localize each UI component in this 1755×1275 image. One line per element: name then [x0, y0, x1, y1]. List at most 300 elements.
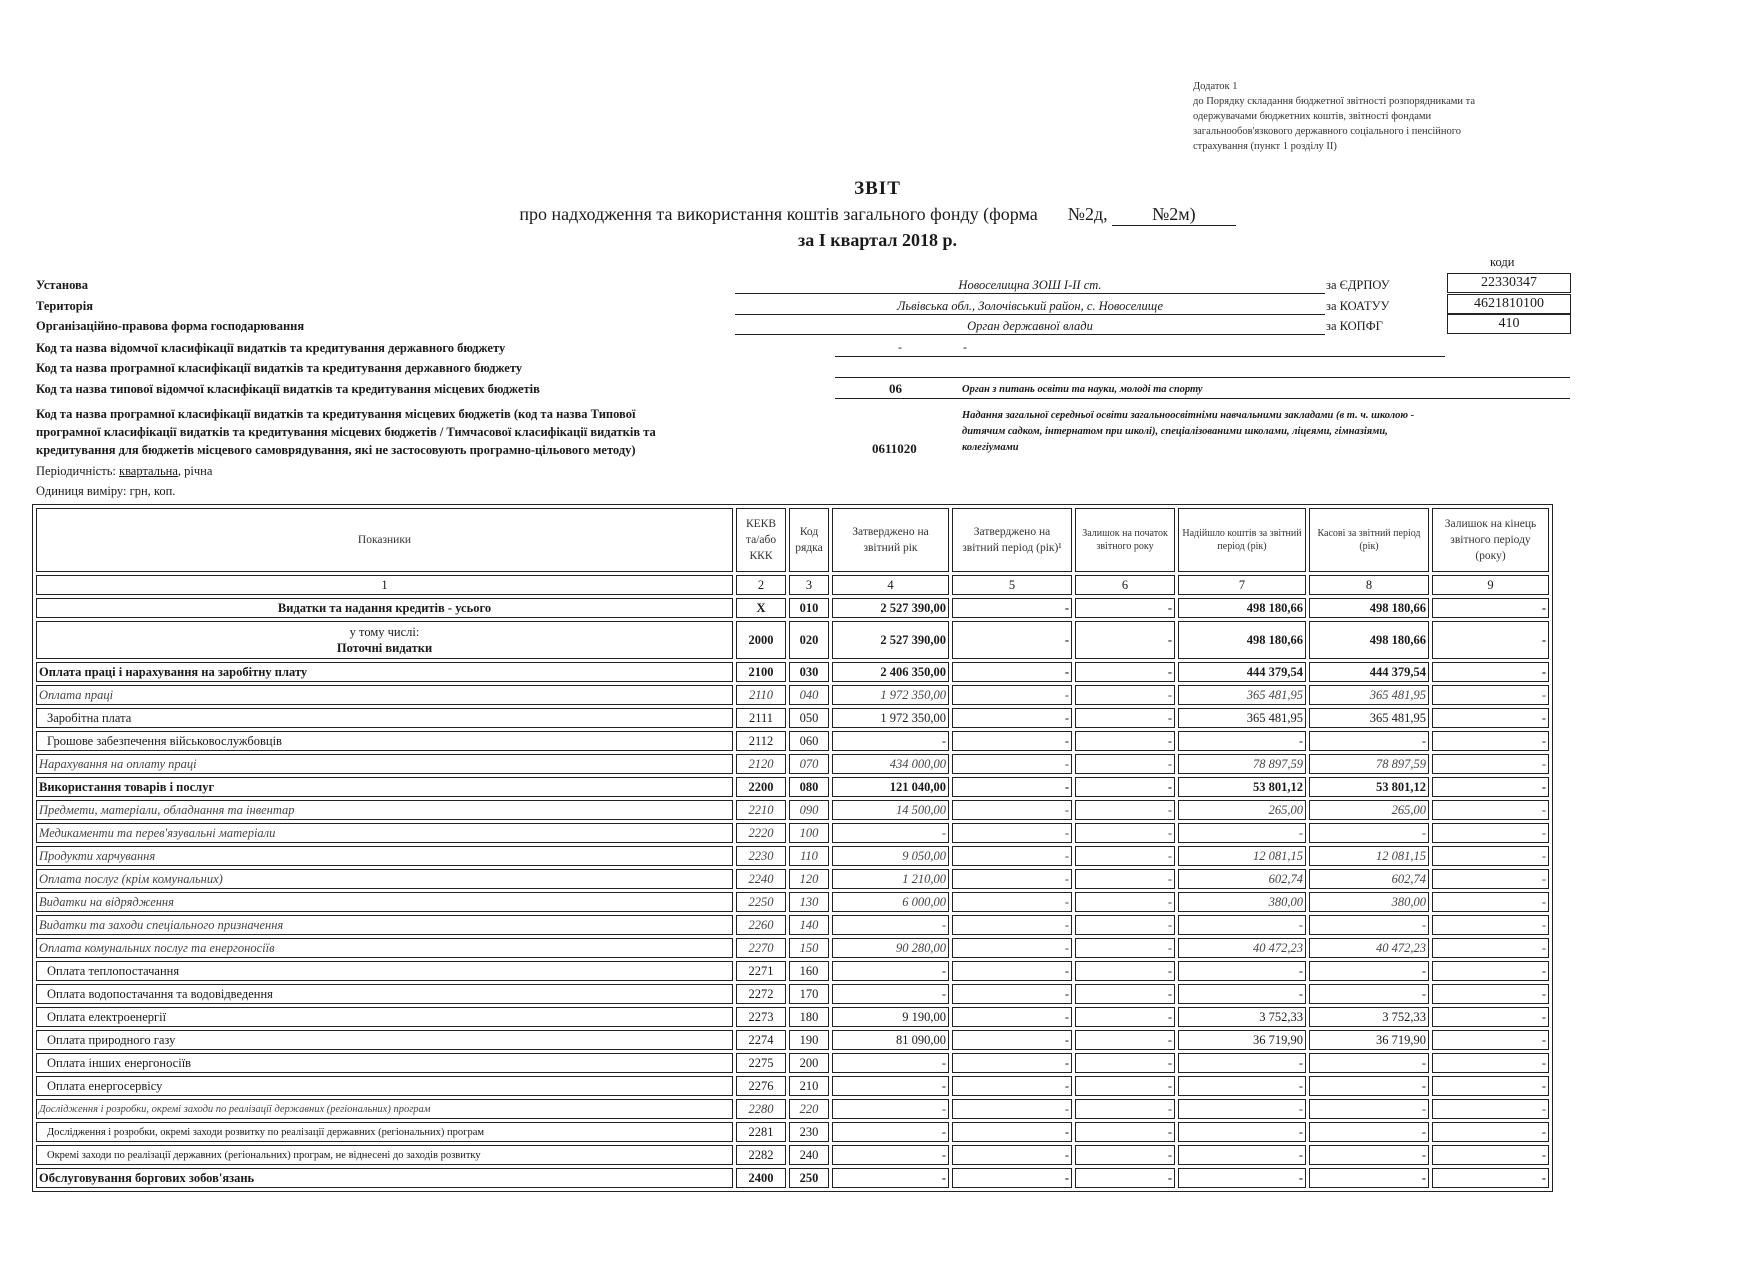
approved-period-cell: - [952, 598, 1072, 618]
line-code-cell: 060 [789, 731, 829, 751]
form-2m-label: №2м) [1112, 204, 1236, 226]
dept-class-dash: - [898, 340, 902, 354]
institution-value: Новоселищна ЗОШ І-ІІ ст. [735, 278, 1325, 294]
table-row [36, 1168, 1549, 1188]
report-title: ЗВІТ [854, 178, 901, 199]
column-number: 6 [1075, 575, 1175, 595]
row-indicator-name: Предмети, матеріали, обладнання та інвентар [36, 800, 733, 820]
kekv-cell: 2110 [736, 685, 786, 705]
opening-balance-cell: - [1075, 1076, 1175, 1096]
edrpou-label: за ЄДРПОУ [1326, 278, 1390, 292]
approved-year-cell: 434 000,00 [832, 754, 949, 774]
approved-period-cell: - [952, 777, 1072, 797]
periodicity-quarterly: квартальна [119, 464, 178, 478]
received-cell: 365 481,95 [1178, 708, 1306, 728]
opening-balance-cell: - [1075, 846, 1175, 866]
approved-year-cell: 90 280,00 [832, 938, 949, 958]
kekv-cell: 2111 [736, 708, 786, 728]
kekv-cell: 2282 [736, 1145, 786, 1165]
column-header: КЕКВ та/або ККК [736, 508, 786, 572]
cash-expenses-cell: 36 719,90 [1309, 1030, 1429, 1050]
kekv-cell: 2000 [736, 621, 786, 659]
row-indicator-name: Дослідження і розробки, окремі заходи по реалізації державних (регіональних) програм [36, 1099, 733, 1119]
closing-balance-cell: - [1432, 938, 1549, 958]
line-code-cell: 120 [789, 869, 829, 889]
approved-period-cell: - [952, 1145, 1072, 1165]
approved-period-cell: - [952, 1076, 1072, 1096]
local-prog-label [36, 405, 656, 459]
opening-balance-cell: - [1075, 938, 1175, 958]
table-row [36, 800, 1549, 820]
approved-year-cell: 9 050,00 [832, 846, 949, 866]
cash-expenses-cell: - [1309, 1122, 1429, 1142]
table-row [36, 892, 1549, 912]
appendix-line: загальнообов'язкового державного соціального і пенсійного [1193, 126, 1462, 137]
line-code-cell: 040 [789, 685, 829, 705]
column-header: Залишок на кінець звітного періоду (року) [1432, 508, 1549, 572]
appendix-line: страхування (пункт 1 розділу II) [1193, 141, 1337, 152]
edrpou-code: 22330347 [1447, 273, 1571, 293]
appendix-line: одержувачами бюджетних коштів, звітності фондами [1193, 111, 1432, 122]
opening-balance-cell: - [1075, 1099, 1175, 1119]
row-indicator-name: Оплата енергосервісу [36, 1076, 733, 1096]
cash-expenses-cell: - [1309, 1168, 1429, 1188]
table-row [36, 1007, 1549, 1027]
closing-balance-cell: - [1432, 731, 1549, 751]
typical-dept-label: Код та назва типової відомчої класифікації видатків та кредитування місцевих бюджетів [36, 382, 540, 396]
received-cell: - [1178, 1122, 1306, 1142]
closing-balance-cell: - [1432, 823, 1549, 843]
kopfg-label: за КОПФГ [1326, 319, 1383, 333]
dept-class-label: Код та назва відомчої класифікації видатків та кредитування державного бюджету [36, 341, 506, 355]
kekv-cell: 2275 [736, 1053, 786, 1073]
closing-balance-cell: - [1432, 777, 1549, 797]
report-table [32, 504, 1553, 1192]
received-cell: - [1178, 823, 1306, 843]
row-indicator-name [36, 621, 733, 659]
row-indicator-name: Видатки та надання кредитів - усього [36, 598, 733, 618]
line-code-cell: 210 [789, 1076, 829, 1096]
cash-expenses-cell: 498 180,66 [1309, 598, 1429, 618]
dept-class-dash: - [963, 340, 967, 354]
subtitle-text: про надходження та використання коштів загального фонду (форма [519, 204, 1038, 224]
kopfg-code: 410 [1447, 314, 1571, 334]
table-row [36, 846, 1549, 866]
cash-expenses-cell: - [1309, 1145, 1429, 1165]
cash-expenses-cell: 12 081,15 [1309, 846, 1429, 866]
table-row [36, 685, 1549, 705]
table-row [36, 1076, 1549, 1096]
kekv-cell: 2200 [736, 777, 786, 797]
row-indicator-name: Оплата комунальних послуг та енергоносіїв [36, 938, 733, 958]
approved-year-cell: 2 406 350,00 [832, 662, 949, 682]
closing-balance-cell: - [1432, 846, 1549, 866]
cash-expenses-cell: - [1309, 1053, 1429, 1073]
row-indicator-name: Оплата інших енергоносіїв [36, 1053, 733, 1073]
report-subtitle [0, 204, 1755, 226]
column-header: Касові за звітний період (рік) [1309, 508, 1429, 572]
cash-expenses-cell: - [1309, 1099, 1429, 1119]
opening-balance-cell: - [1075, 961, 1175, 981]
line-code-cell: 070 [789, 754, 829, 774]
closing-balance-cell: - [1432, 1030, 1549, 1050]
line-code-cell: 100 [789, 823, 829, 843]
received-cell: - [1178, 1145, 1306, 1165]
periodicity-annual: , річна [177, 464, 213, 478]
column-number: 9 [1432, 575, 1549, 595]
cash-expenses-cell: 53 801,12 [1309, 777, 1429, 797]
line-code-cell: 110 [789, 846, 829, 866]
closing-balance-cell: - [1432, 984, 1549, 1004]
approved-year-cell: 121 040,00 [832, 777, 949, 797]
territory-label: Територія [36, 299, 93, 313]
approved-year-cell: 81 090,00 [832, 1030, 949, 1050]
approved-year-cell: 2 527 390,00 [832, 598, 949, 618]
local-prog-label-line: кредитування для бюджетів місцевого самоврядування, які не застосовують програмно-цільового методу) [36, 443, 636, 457]
row-indicator-name: Використання товарів і послуг [36, 777, 733, 797]
line-code-cell: 140 [789, 915, 829, 935]
received-cell: 40 472,23 [1178, 938, 1306, 958]
line-code-cell: 180 [789, 1007, 829, 1027]
kekv-cell: 2230 [736, 846, 786, 866]
approved-period-cell: - [952, 685, 1072, 705]
closing-balance-cell: - [1432, 869, 1549, 889]
table-row [36, 662, 1549, 682]
received-cell: - [1178, 1168, 1306, 1188]
approved-year-cell: - [832, 731, 949, 751]
line-code-cell: 080 [789, 777, 829, 797]
approved-year-cell: 1 972 350,00 [832, 708, 949, 728]
received-cell: - [1178, 1053, 1306, 1073]
koatuu-label: за КОАТУУ [1326, 299, 1390, 313]
table-row [36, 598, 1549, 618]
approved-year-cell: - [832, 961, 949, 981]
row-indicator-name: Нарахування на оплату праці [36, 754, 733, 774]
column-number: 7 [1178, 575, 1306, 595]
cash-expenses-cell: 444 379,54 [1309, 662, 1429, 682]
row-subheading: у тому числі: [349, 625, 420, 639]
received-cell: - [1178, 961, 1306, 981]
kekv-cell: 2280 [736, 1099, 786, 1119]
approved-period-cell: - [952, 1053, 1072, 1073]
opening-balance-cell: - [1075, 1053, 1175, 1073]
local-prog-label-line: програмної класифікації видатків та кредитування місцевих бюджетів / Тимчасової класифікації видатків та [36, 425, 656, 439]
approved-period-cell: - [952, 662, 1072, 682]
row-indicator-name: Оплата електроенергії [36, 1007, 733, 1027]
table-row [36, 731, 1549, 751]
table-row [36, 1145, 1549, 1165]
kekv-cell: 2281 [736, 1122, 786, 1142]
approved-period-cell: - [952, 1030, 1072, 1050]
line-code-cell: 230 [789, 1122, 829, 1142]
kekv-cell: 2210 [736, 800, 786, 820]
typical-dept-line [835, 383, 1570, 399]
cash-expenses-cell: 365 481,95 [1309, 708, 1429, 728]
cash-expenses-cell: 602,74 [1309, 869, 1429, 889]
line-code-cell: 240 [789, 1145, 829, 1165]
line-code-cell: 010 [789, 598, 829, 618]
periodicity-label: Періодичність: [36, 464, 116, 478]
column-header: Затверджено на звітний період (рік)¹ [952, 508, 1072, 572]
table-row [36, 984, 1549, 1004]
closing-balance-cell: - [1432, 685, 1549, 705]
approved-year-cell: 6 000,00 [832, 892, 949, 912]
row-indicator-name: Оплата праці [36, 685, 733, 705]
row-indicator-name: Оплата послуг (крім комунальних) [36, 869, 733, 889]
kekv-cell: 2272 [736, 984, 786, 1004]
kekv-cell: X [736, 598, 786, 618]
approved-year-cell: - [832, 915, 949, 935]
opening-balance-cell: - [1075, 708, 1175, 728]
line-code-cell: 090 [789, 800, 829, 820]
approved-period-cell: - [952, 731, 1072, 751]
local-prog-desc-line: дитячим садком, інтернатом при школі), спеціалізованими школами, ліцеями, гімназіями, [962, 426, 1388, 437]
opening-balance-cell: - [1075, 823, 1175, 843]
table-row [36, 1099, 1549, 1119]
closing-balance-cell: - [1432, 1053, 1549, 1073]
table-header-row [36, 508, 1549, 572]
kekv-cell: 2112 [736, 731, 786, 751]
org-form-label: Організаційно-правова форма господарювання [36, 319, 305, 333]
kekv-cell: 2271 [736, 961, 786, 981]
kekv-cell: 2120 [736, 754, 786, 774]
appendix-line: Додаток 1 [1193, 81, 1238, 92]
received-cell: 380,00 [1178, 892, 1306, 912]
appendix-line: до Порядку складання бюджетної звітності розпорядниками та [1193, 96, 1476, 107]
approved-period-cell: - [952, 754, 1072, 774]
line-code-cell: 130 [789, 892, 829, 912]
kekv-cell: 2400 [736, 1168, 786, 1188]
opening-balance-cell: - [1075, 621, 1175, 659]
row-indicator-name: Окремі заходи по реалізації державних (регіональних) програм, не віднесені до заходів розвитку [36, 1145, 733, 1165]
approved-period-cell: - [952, 961, 1072, 981]
approved-year-cell: 1 210,00 [832, 869, 949, 889]
cash-expenses-cell: 380,00 [1309, 892, 1429, 912]
received-cell: - [1178, 731, 1306, 751]
cash-expenses-cell: 365 481,95 [1309, 685, 1429, 705]
opening-balance-cell: - [1075, 754, 1175, 774]
column-header: Надійшло коштів за звітний період (рік) [1178, 508, 1306, 572]
row-indicator-name: Оплата водопостачання та водовідведення [36, 984, 733, 1004]
kekv-cell: 2220 [736, 823, 786, 843]
column-header: Затверджено на звітний рік [832, 508, 949, 572]
line-code-cell: 160 [789, 961, 829, 981]
approved-period-cell: - [952, 1007, 1072, 1027]
column-number: 2 [736, 575, 786, 595]
line-code-cell: 020 [789, 621, 829, 659]
received-cell: 78 897,59 [1178, 754, 1306, 774]
cash-expenses-cell: 78 897,59 [1309, 754, 1429, 774]
closing-balance-cell: - [1432, 754, 1549, 774]
column-number: 3 [789, 575, 829, 595]
opening-balance-cell: - [1075, 1168, 1175, 1188]
cash-expenses-cell: - [1309, 984, 1429, 1004]
line-code-cell: 220 [789, 1099, 829, 1119]
opening-balance-cell: - [1075, 915, 1175, 935]
table-row [36, 823, 1549, 843]
cash-expenses-cell: 265,00 [1309, 800, 1429, 820]
received-cell: - [1178, 1076, 1306, 1096]
territory-value: Львівська обл., Золочівський район, с. Новоселище [735, 299, 1325, 315]
received-cell: - [1178, 915, 1306, 935]
approved-year-cell: 9 190,00 [832, 1007, 949, 1027]
approved-period-cell: - [952, 984, 1072, 1004]
opening-balance-cell: - [1075, 984, 1175, 1004]
approved-period-cell: - [952, 915, 1072, 935]
approved-year-cell: - [832, 823, 949, 843]
kekv-cell: 2274 [736, 1030, 786, 1050]
local-prog-desc [962, 408, 1414, 456]
closing-balance-cell: - [1432, 1076, 1549, 1096]
closing-balance-cell: - [1432, 892, 1549, 912]
table-row [36, 754, 1549, 774]
unit-of-measure: Одиниця виміру: грн, коп. [36, 484, 176, 498]
received-cell: 36 719,90 [1178, 1030, 1306, 1050]
org-form-value: Орган державної влади [735, 319, 1325, 335]
approved-period-cell: - [952, 800, 1072, 820]
approved-period-cell: - [952, 1168, 1072, 1188]
cash-expenses-cell: - [1309, 961, 1429, 981]
dept-class-line [835, 340, 1445, 357]
local-prog-desc-line: колегіумами [962, 442, 1019, 453]
opening-balance-cell: - [1075, 800, 1175, 820]
opening-balance-cell: - [1075, 892, 1175, 912]
local-prog-desc-line: Надання загальної середньої освіти загальноосвітніми навчальними закладами (в т. ч. школою - [962, 410, 1415, 421]
form-2d-label: №2д, [1067, 204, 1108, 224]
kekv-cell: 2250 [736, 892, 786, 912]
cash-expenses-cell: - [1309, 1076, 1429, 1096]
cash-expenses-cell: 3 752,33 [1309, 1007, 1429, 1027]
approved-year-cell: - [832, 1099, 949, 1119]
received-cell: 365 481,95 [1178, 685, 1306, 705]
approved-year-cell: - [832, 1076, 949, 1096]
closing-balance-cell: - [1432, 1099, 1549, 1119]
table-row [36, 621, 1549, 659]
received-cell: 265,00 [1178, 800, 1306, 820]
opening-balance-cell: - [1075, 685, 1175, 705]
row-indicator-name: Дослідження і розробки, окремі заходи розвитку по реалізації державних (регіональних) програм [36, 1122, 733, 1142]
prog-class-line [835, 362, 1570, 378]
koatuu-code: 4621810100 [1447, 294, 1571, 314]
table-row [36, 869, 1549, 889]
closing-balance-cell: - [1432, 708, 1549, 728]
approved-period-cell: - [952, 823, 1072, 843]
line-code-cell: 190 [789, 1030, 829, 1050]
periodicity [36, 464, 212, 479]
column-number: 4 [832, 575, 949, 595]
row-indicator-name: Оплата праці і нарахування на заробітну плату [36, 662, 733, 682]
received-cell: 3 752,33 [1178, 1007, 1306, 1027]
table-row [36, 938, 1549, 958]
row-indicator-name: Видатки на відрядження [36, 892, 733, 912]
column-number: 5 [952, 575, 1072, 595]
row-heading: Поточні видатки [336, 641, 433, 655]
approved-period-cell: - [952, 846, 1072, 866]
received-cell: - [1178, 1099, 1306, 1119]
row-indicator-name: Оплата природного газу [36, 1030, 733, 1050]
column-number-row [36, 575, 1549, 595]
received-cell: - [1178, 984, 1306, 1004]
received-cell: 498 180,66 [1178, 621, 1306, 659]
table-row [36, 915, 1549, 935]
table-row [36, 708, 1549, 728]
table-row [36, 961, 1549, 981]
approved-year-cell: - [832, 1145, 949, 1165]
closing-balance-cell: - [1432, 1168, 1549, 1188]
opening-balance-cell: - [1075, 1007, 1175, 1027]
cash-expenses-cell: - [1309, 731, 1429, 751]
approved-period-cell: - [952, 869, 1072, 889]
opening-balance-cell: - [1075, 598, 1175, 618]
institution-label: Установа [36, 278, 89, 292]
received-cell: 444 379,54 [1178, 662, 1306, 682]
kekv-cell: 2270 [736, 938, 786, 958]
column-number: 1 [36, 575, 733, 595]
opening-balance-cell: - [1075, 731, 1175, 751]
line-code-cell: 030 [789, 662, 829, 682]
table-row [36, 1122, 1549, 1142]
received-cell: 602,74 [1178, 869, 1306, 889]
row-indicator-name: Оплата теплопостачання [36, 961, 733, 981]
approved-period-cell: - [952, 621, 1072, 659]
typical-dept-code: 06 [889, 381, 902, 396]
kekv-cell: 2240 [736, 869, 786, 889]
local-prog-code: 0611020 [872, 441, 917, 456]
closing-balance-cell: - [1432, 662, 1549, 682]
row-indicator-name: Обслуговування боргових зобов'язань [36, 1168, 733, 1188]
line-code-cell: 050 [789, 708, 829, 728]
received-cell: 53 801,12 [1178, 777, 1306, 797]
closing-balance-cell: - [1432, 1122, 1549, 1142]
kekv-cell: 2260 [736, 915, 786, 935]
opening-balance-cell: - [1075, 1030, 1175, 1050]
approved-period-cell: - [952, 1122, 1072, 1142]
approved-year-cell: 1 972 350,00 [832, 685, 949, 705]
table-row [36, 777, 1549, 797]
approved-year-cell: 14 500,00 [832, 800, 949, 820]
approved-period-cell: - [952, 708, 1072, 728]
typical-dept-desc: Орган з питань освіти та науки, молоді та спорту [962, 384, 1203, 395]
approved-year-cell: - [832, 1168, 949, 1188]
line-code-cell: 200 [789, 1053, 829, 1073]
closing-balance-cell: - [1432, 621, 1549, 659]
cash-expenses-cell: 40 472,23 [1309, 938, 1429, 958]
opening-balance-cell: - [1075, 1122, 1175, 1142]
approved-year-cell: - [832, 1122, 949, 1142]
received-cell: 12 081,15 [1178, 846, 1306, 866]
line-code-cell: 250 [789, 1168, 829, 1188]
approved-period-cell: - [952, 892, 1072, 912]
row-indicator-name: Медикаменти та перев'язувальні матеріали [36, 823, 733, 843]
kekv-cell: 2273 [736, 1007, 786, 1027]
opening-balance-cell: - [1075, 777, 1175, 797]
closing-balance-cell: - [1432, 1145, 1549, 1165]
cash-expenses-cell: - [1309, 915, 1429, 935]
cash-expenses-cell: 498 180,66 [1309, 621, 1429, 659]
appendix-note [1193, 79, 1573, 154]
closing-balance-cell: - [1432, 1007, 1549, 1027]
column-number: 8 [1309, 575, 1429, 595]
received-cell: 498 180,66 [1178, 598, 1306, 618]
column-header: Код рядка [789, 508, 829, 572]
report-period: за І квартал 2018 р. [798, 230, 957, 250]
kekv-cell: 2276 [736, 1076, 786, 1096]
approved-period-cell: - [952, 1099, 1072, 1119]
opening-balance-cell: - [1075, 1145, 1175, 1165]
opening-balance-cell: - [1075, 662, 1175, 682]
codes-label: коди [1490, 255, 1515, 269]
closing-balance-cell: - [1432, 915, 1549, 935]
